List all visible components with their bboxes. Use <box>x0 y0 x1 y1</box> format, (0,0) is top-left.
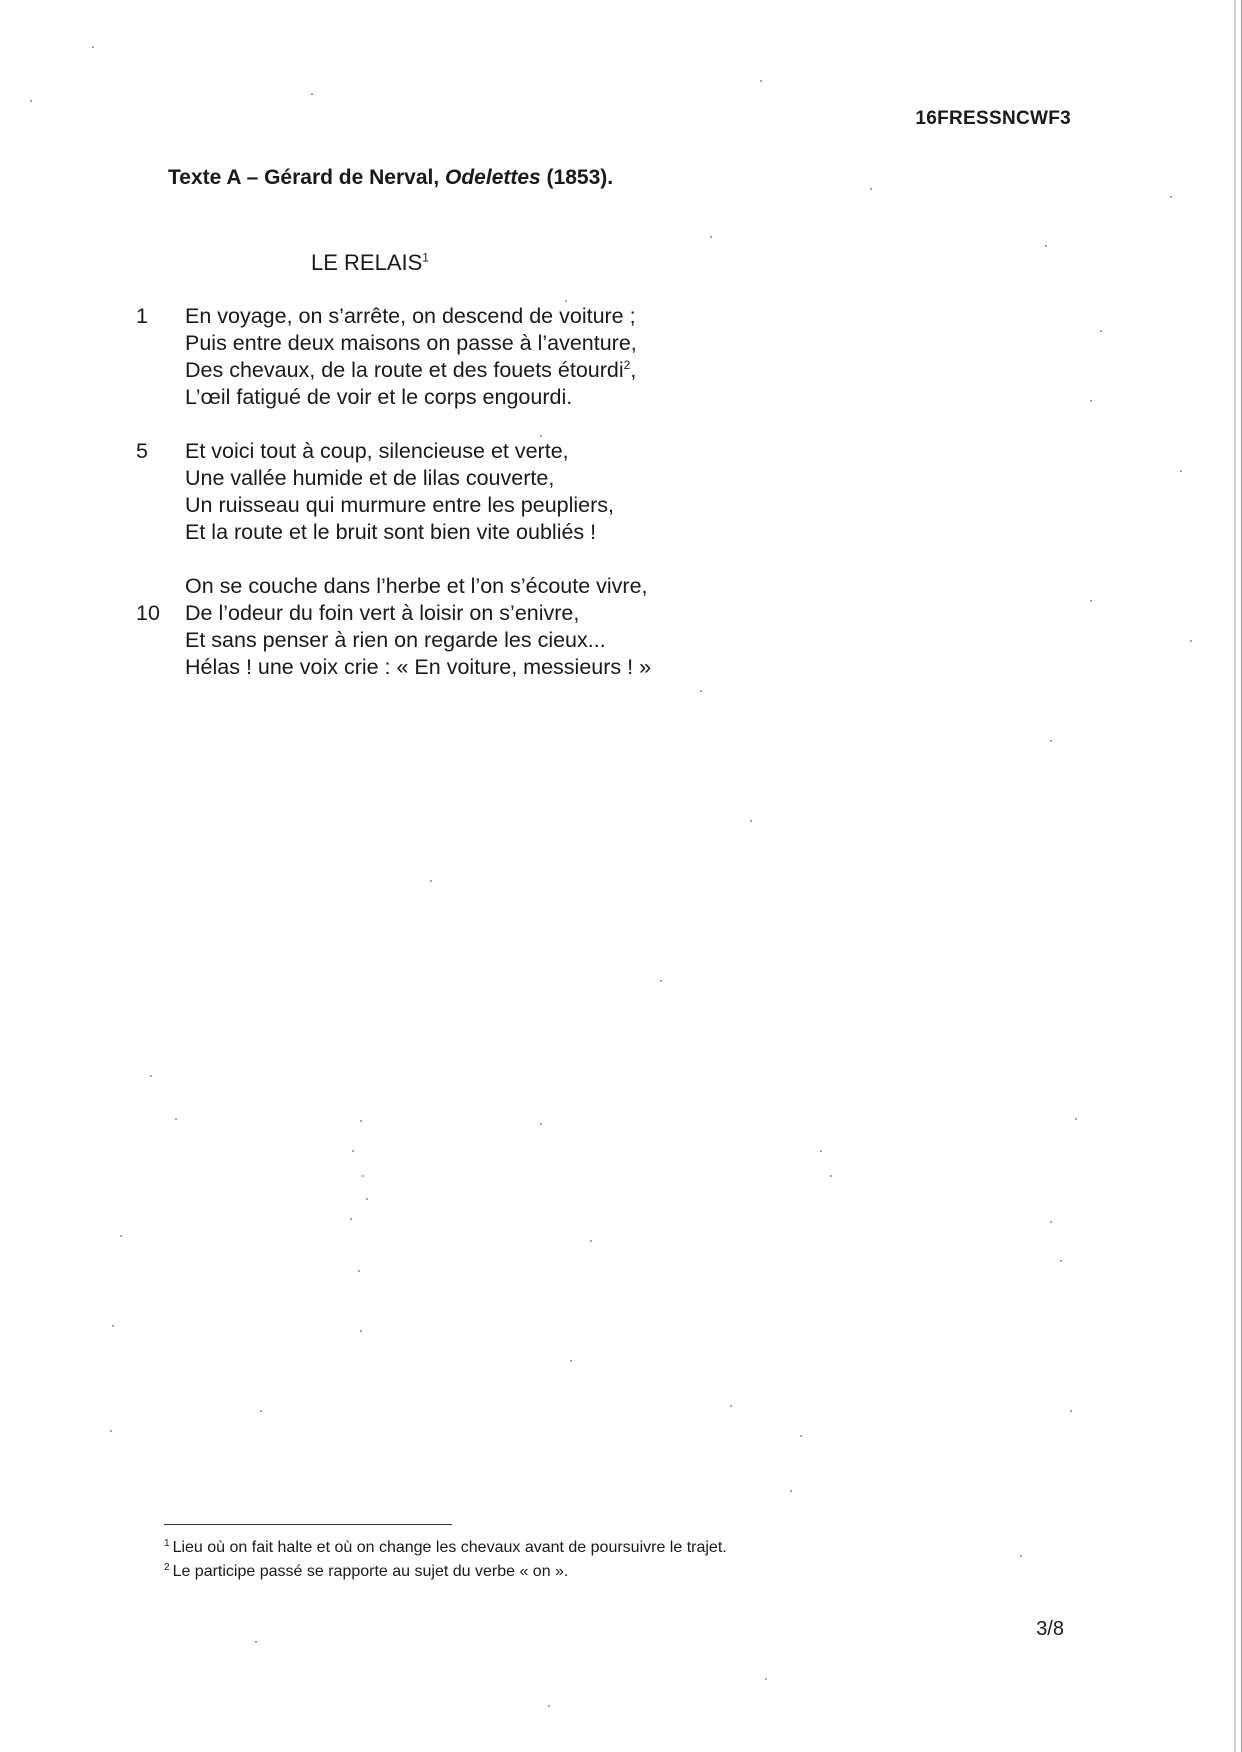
footnote-text: Le participe passé se rapporte au sujet du verbe « on ». <box>172 1563 569 1580</box>
verse-text: Une vallée humide et de lilas couverte, <box>185 466 555 490</box>
scan-speck <box>590 1240 592 1242</box>
verse-text: On se couche dans l’herbe et l’on s’écoute vivre, <box>185 574 648 598</box>
footnote-number: 1 <box>164 1537 170 1549</box>
scan-speck <box>255 1641 257 1643</box>
footnote-mark: 2 <box>623 357 631 372</box>
verse-line <box>130 330 830 357</box>
poem-title-text: LE RELAIS <box>311 250 423 275</box>
scan-speck <box>360 1120 362 1122</box>
verse-text: De l’odeur du foin vert à loisir on s’enivre, <box>185 601 580 625</box>
scan-speck <box>1090 600 1092 602</box>
poem-body <box>130 303 830 708</box>
scan-speck <box>150 1075 152 1077</box>
verse-line <box>130 627 830 654</box>
scan-speck <box>360 1330 362 1332</box>
scan-speck <box>362 1175 364 1177</box>
poem-title-footnote-mark: 1 <box>422 250 429 265</box>
scan-speck <box>750 820 752 822</box>
verse-line <box>130 519 830 546</box>
scan-speck <box>660 980 662 982</box>
heading-year: (1853). <box>540 166 614 189</box>
stanza <box>130 303 830 411</box>
scan-speck <box>548 1705 550 1707</box>
footnote <box>164 1560 727 1584</box>
scan-speck <box>1075 1118 1077 1120</box>
scan-speck <box>790 1490 792 1492</box>
scan-speck <box>710 236 712 238</box>
verse-text: En voyage, on s’arrête, on descend de voiture ; <box>185 304 636 328</box>
verse-text: Puis entre deux maisons on passe à l’aventure, <box>185 331 637 355</box>
scan-speck <box>1020 1555 1022 1557</box>
line-number: 10 <box>136 601 160 625</box>
scan-speck <box>540 1123 542 1125</box>
verse-line <box>130 384 830 411</box>
document-code: 16FRESSNCWF3 <box>915 108 1071 129</box>
verse-line <box>130 303 830 330</box>
scan-speck <box>92 46 94 48</box>
scan-edge <box>1234 0 1236 1752</box>
scan-speck <box>1170 196 1172 198</box>
poem-title <box>311 250 429 276</box>
scan-speck <box>800 1435 802 1437</box>
verse-line <box>130 438 830 465</box>
verse-text: Et voici tout à coup, silencieuse et verte, <box>185 439 569 463</box>
scan-speck <box>1050 740 1052 742</box>
scan-speck <box>352 1150 354 1152</box>
scan-speck <box>112 1325 114 1327</box>
footnote-text: Lieu où on fait halte et où on change les chevaux avant de poursuivre le trajet. <box>172 1539 727 1556</box>
scan-speck <box>765 1678 767 1680</box>
scan-speck <box>1180 470 1182 472</box>
scan-speck <box>730 1405 732 1407</box>
footnote-number: 2 <box>164 1561 170 1573</box>
scan-speck <box>565 300 567 302</box>
verse-line <box>130 654 830 681</box>
text-heading <box>168 166 613 190</box>
verse-line <box>130 357 830 384</box>
scan-speck <box>350 1218 352 1220</box>
stanza <box>130 573 830 681</box>
scan-speck <box>570 1360 572 1362</box>
scan-speck <box>260 1410 262 1412</box>
verse-text: Et la route et le bruit sont bien vite oubliés ! <box>185 520 597 544</box>
scan-speck <box>30 100 32 102</box>
verse-text: Des chevaux, de la route et des fouets étourdi <box>185 358 624 382</box>
verse-text: L’œil fatigué de voir et le corps engourdi. <box>185 385 573 409</box>
footnotes <box>164 1536 727 1584</box>
verse-line <box>130 492 830 519</box>
verse-line <box>130 465 830 492</box>
scan-speck <box>366 1198 368 1200</box>
stanza <box>130 438 830 546</box>
scan-speck <box>175 1118 177 1120</box>
scan-speck <box>540 435 542 437</box>
scan-speck <box>1090 400 1092 402</box>
scan-speck <box>870 188 872 190</box>
heading-prefix: Texte A – Gérard de Nerval, <box>168 166 446 189</box>
scan-speck <box>820 1150 822 1152</box>
scan-speck <box>358 1270 360 1272</box>
verse-text: Et sans penser à rien on regarde les cieux... <box>185 628 606 652</box>
scan-speck <box>1100 330 1102 332</box>
scan-speck <box>430 880 432 882</box>
scan-speck <box>1050 1221 1052 1223</box>
page-number: 3/8 <box>1036 1618 1064 1640</box>
verse-line <box>130 573 830 600</box>
verse-text: Hélas ! une voix crie : « En voiture, messieurs ! » <box>185 655 652 679</box>
heading-work-title: Odelettes <box>445 166 541 189</box>
scan-speck <box>1190 640 1192 642</box>
scan-speck <box>830 1175 832 1177</box>
verse-text: Un ruisseau qui murmure entre les peupliers, <box>185 493 615 517</box>
line-number: 5 <box>136 439 148 463</box>
footnote <box>164 1536 727 1560</box>
scan-speck <box>120 1235 122 1237</box>
verse-text-tail: , <box>630 358 637 382</box>
scan-speck <box>700 690 702 692</box>
scan-speck <box>110 1430 112 1432</box>
scan-speck <box>1070 1410 1072 1412</box>
scan-speck <box>1060 1260 1062 1262</box>
line-number: 1 <box>136 304 148 328</box>
verse-line <box>130 600 830 627</box>
scan-speck <box>760 80 762 82</box>
scan-speck <box>311 93 313 95</box>
scan-speck <box>1045 245 1047 247</box>
footnote-divider <box>164 1524 452 1525</box>
